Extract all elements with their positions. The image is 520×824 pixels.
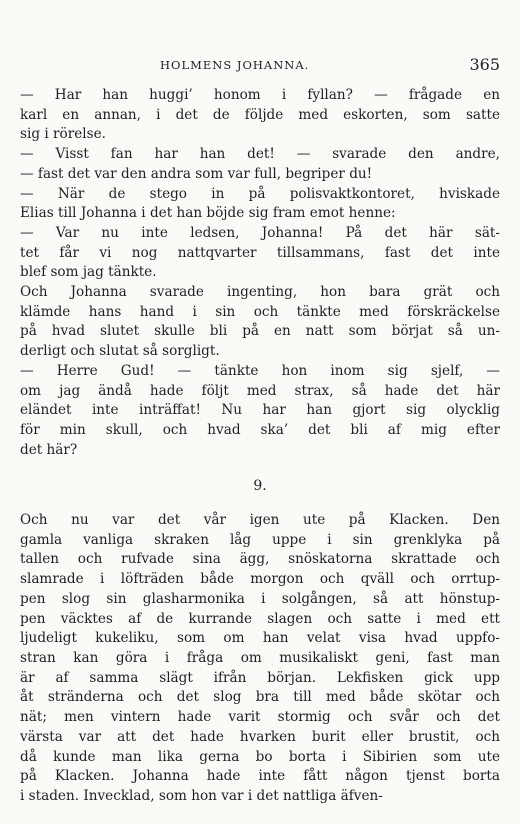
text-line: — Visst fan har han det! — svarade den andre,: [20, 146, 500, 163]
section-number: 9.: [253, 478, 267, 495]
page-header: [20, 55, 500, 77]
text-line: pen väcktes af de kurrande slagen och satte i med ett: [20, 610, 500, 627]
text-line: tallen och rufvade sina ägg, snöskatorna skrattade och: [20, 551, 500, 568]
text-line: — Var nu inte ledsen, Johanna! På det här sät-: [20, 224, 500, 241]
text-after-section: [20, 511, 500, 807]
text-line: klämde hans hand i sin och tänkte med förskräckelse: [20, 303, 500, 320]
text-line: om jag ändå hade följt med strax, så hade det här: [20, 382, 500, 399]
text-line: blef som jag tänkte.: [20, 264, 157, 281]
text-line: då kunde man lika gerna bo borta i Sibirien som ute: [20, 748, 500, 765]
paragraph: [20, 283, 500, 362]
text-line: i staden. Invecklad, som hon var i det nattliga äfven-: [20, 787, 383, 804]
paragraph: [20, 145, 500, 184]
paragraph: [20, 224, 500, 283]
page-number: 365: [469, 55, 500, 74]
text-line: stran kan göra i fråga om musikaliskt geni, fast man: [20, 649, 500, 666]
text-line: karl en annan, i det de följde med eskorten, som satte: [20, 106, 500, 123]
text-line: värsta var att det hade hvarken burit eller brustit, och: [20, 728, 500, 745]
text-line: det här?: [20, 441, 78, 458]
paragraph: [20, 362, 500, 461]
text-line: derligt och slutat så sorgligt.: [20, 343, 220, 360]
text-line: — fast det var den andra som var full, begriper du!: [20, 165, 373, 182]
text-line: Elias till Johanna i det han böjde sig fram emot henne:: [20, 205, 396, 222]
text-line: — Herre Gud! — tänkte hon inom sig sjelf, —: [20, 362, 500, 379]
paragraph: [20, 185, 500, 224]
text-line: på hvad slutet skulle bli på en natt som börjat så un-: [20, 323, 500, 340]
text-line: pen slog sin glasharmonika i solgången, så att hönstup-: [20, 590, 500, 607]
text-line: slamrade i löfträden både morgon och qväll och orrtup-: [20, 571, 500, 588]
text-before-section: [20, 86, 500, 460]
text-line: — När de stego in på polisvaktkontoret, hviskade: [20, 185, 500, 202]
body-text: [20, 86, 500, 807]
text-line: sig i rörelse.: [20, 126, 106, 143]
text-line: — Har han huggi’ honom i fyllan? — frågade en: [20, 87, 500, 103]
paragraph: [20, 86, 500, 145]
text-line: eländet inte inträffat! Nu har han gjort sig olycklig: [20, 402, 500, 419]
text-line: Och Johanna svarade ingenting, hon bara grät och: [20, 284, 500, 301]
text-line: tet får vi nog nattqvarter tillsammans, fast det inte: [20, 244, 500, 261]
text-line: är af samma slägt ifrån början. Lekfisken gick upp: [20, 669, 500, 686]
text-line: ljudeligt kukeliku, som om han velat visa hvad uppfo-: [20, 630, 500, 647]
text-line: Och nu var det vår igen ute på Klacken. Den: [20, 512, 500, 529]
text-line: för min skull, och hvad ska’ det bli af mig efter: [20, 421, 500, 438]
text-line: gamla vanliga skraken låg uppe i sin grenklyka på: [20, 531, 500, 548]
text-line: på Klacken. Johanna hade inte fått någon tjenst borta: [20, 768, 500, 785]
text-line: åt stränderna och det slog bra till med både skötar och: [20, 689, 500, 706]
paragraph: [20, 511, 500, 807]
running-head: HOLMENS JOHANNA.: [160, 58, 310, 72]
text-line: nät; men vintern hade varit stormig och svår och det: [20, 709, 500, 726]
